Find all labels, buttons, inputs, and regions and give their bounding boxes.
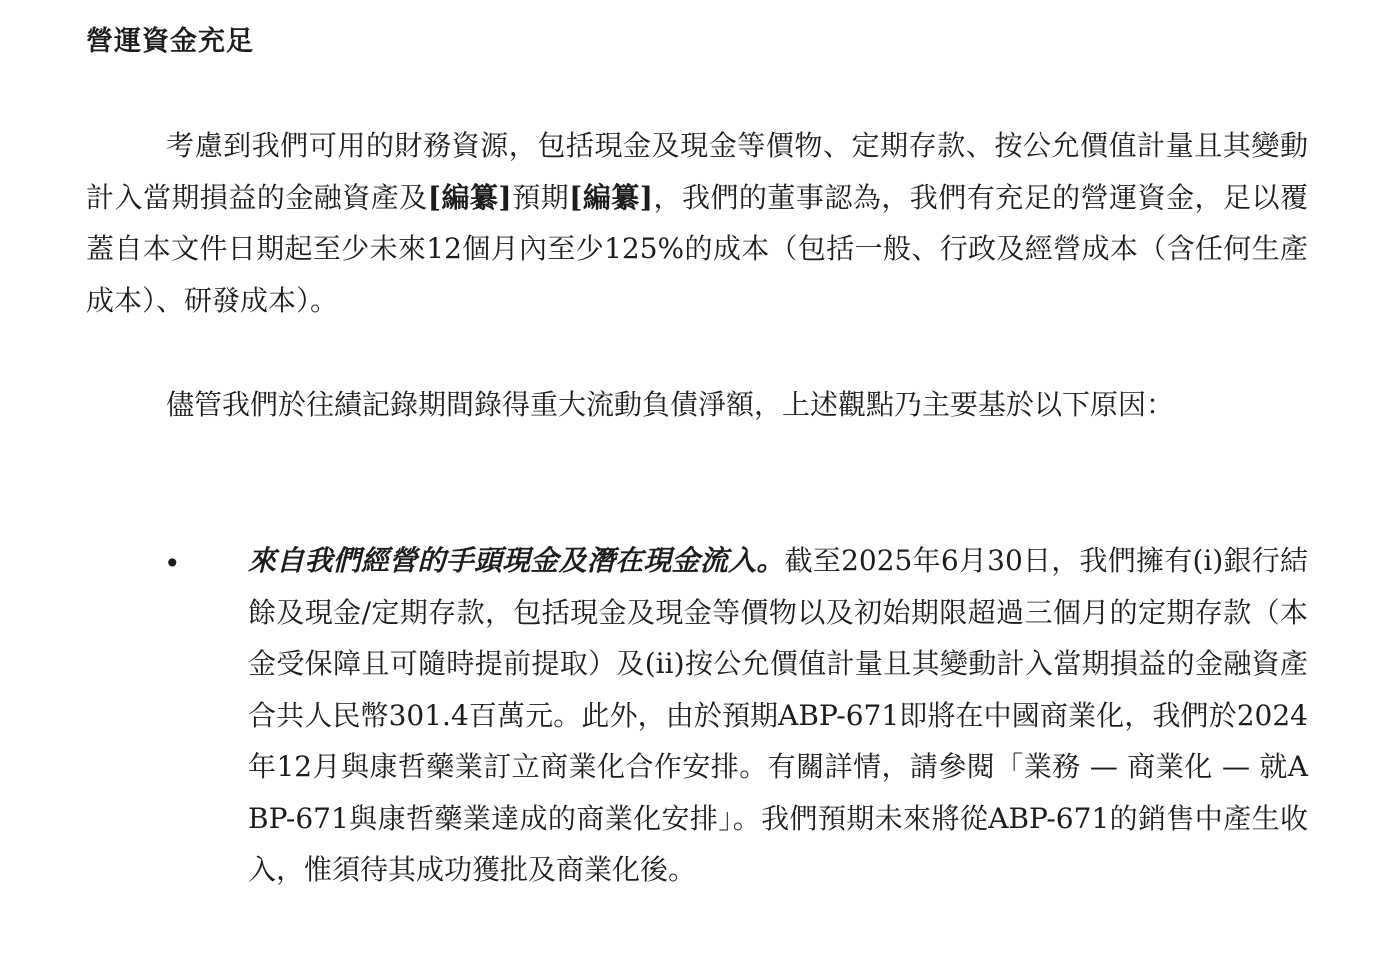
bullet-marker: •: [164, 547, 181, 580]
redacted-placeholder: [編纂]: [427, 180, 512, 214]
paragraph-working-capital: [86, 120, 1308, 326]
section-heading: 營運資金充足: [86, 26, 254, 57]
redacted-placeholder: [編纂]: [569, 180, 654, 214]
paragraph-text-part: 預期: [511, 180, 570, 214]
bullet-item-cash: [248, 535, 1308, 896]
bullet-text: 截至2025年6月30日，我們擁有(i)銀行結餘及現金/定期存款，包括現金及現金等價物以及初始期限超過三個月的定期存款（本金受保障且可隨時提前提取）及(ii)按公允價值計量且其變動計入當期損益的金融資產合共人民幣301.4百萬元。此外，由於預期ABP-671即將在中國商業化，我們於2024年12月與康哲藥業訂立商業化合作安排。有關詳情，請參閱「業務 — 商業化 — 就ABP-671與康哲藥業達成的商業化安排」。我們預期未來將從ABP-671的銷售中產生收入，惟須待其成功獲批及商業化後。: [248, 544, 1308, 886]
paragraph-text-part: ，我們的董事認為，我們有充足的營運資金，足以覆蓋自本文件日期起至少未來12個月內至少125%的成本（包括一般、行政及經營成本（含任何生產成本）、研發成本）。: [86, 180, 1308, 317]
paragraph-reasons-intro: 儘管我們於往績記錄期間錄得重大流動負債淨額，上述觀點乃主要基於以下原因：: [166, 388, 1175, 421]
bullet-lead-heading: 來自我們經營的手頭現金及潛在現金流入。: [248, 544, 785, 577]
paragraph-text-part: 考慮到我們可用的財務資源，包括現金及現金等價物、定期存款、按公允價值計量且其變動計入當期損益的金融資產及: [86, 129, 1308, 214]
